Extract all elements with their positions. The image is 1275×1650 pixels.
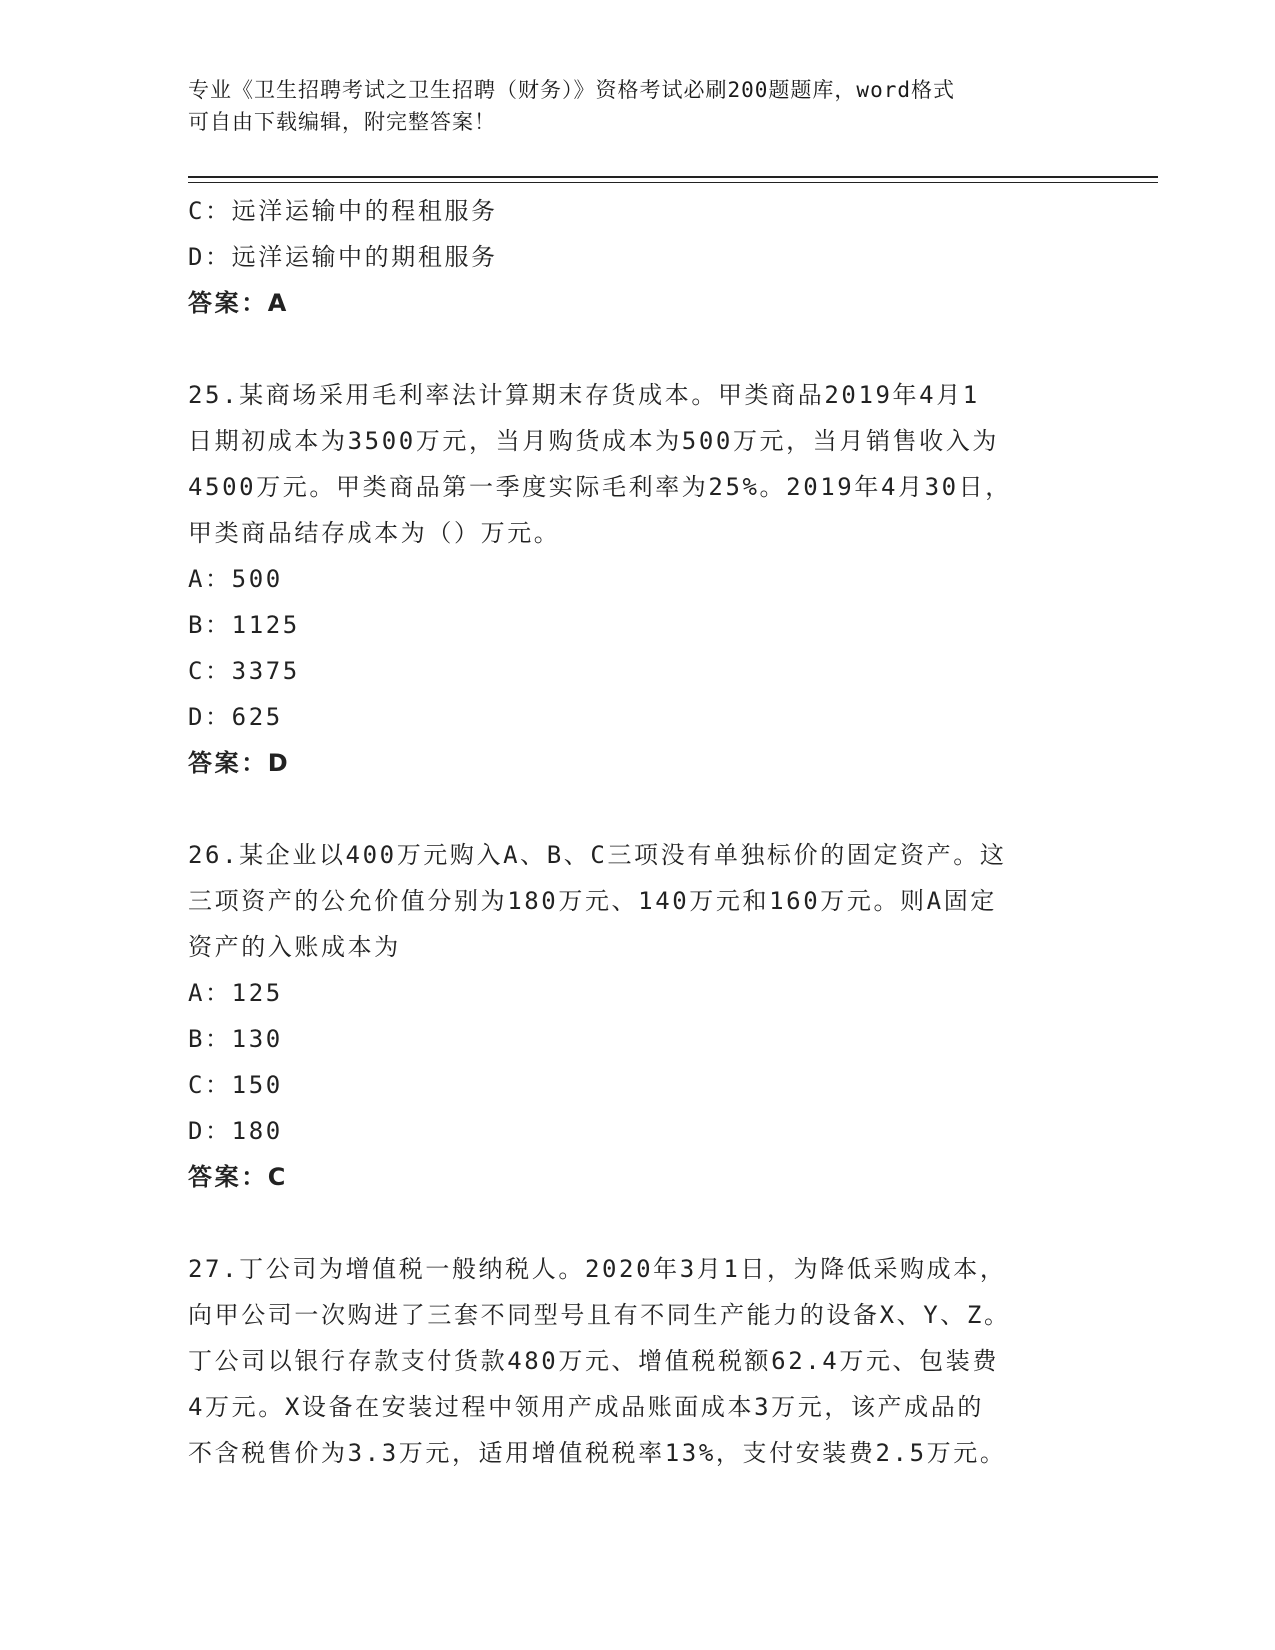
question-25-option-a: A：500 (188, 565, 283, 593)
question-26-line: 三项资产的公允价值分别为180万元、140万元和160万元。则A固定 (188, 887, 997, 915)
spacer (188, 1200, 1088, 1246)
question-25-option-b: B：1125 (188, 611, 300, 639)
question-26 (188, 832, 1088, 1200)
prev-answer: 答案：A (188, 289, 289, 317)
question-25-line: 甲类商品结存成本为（）万元。 (188, 519, 561, 547)
question-26-option-b: B：130 (188, 1025, 283, 1053)
document-body (188, 188, 1088, 1476)
question-27-line: 向甲公司一次购进了三套不同型号且有不同生产能力的设备X、Y、Z。 (188, 1301, 1011, 1329)
question-25-answer: 答案：D (188, 749, 291, 777)
question-25-line: 4500万元。甲类商品第一季度实际毛利率为25%。2019年4月30日， (188, 473, 1012, 501)
header-divider-thick (188, 176, 1158, 178)
spacer (188, 326, 1088, 372)
header-line-1: 专业《卫生招聘考试之卫生招聘（财务）》资格考试必刷200题题库，word格式 (188, 78, 955, 102)
spacer (188, 786, 1088, 832)
question-26-option-d: D：180 (188, 1117, 283, 1145)
question-27 (188, 1246, 1088, 1476)
question-26-line: 26.某企业以400万元购入A、B、C三项没有单独标价的固定资产。这 (188, 841, 1007, 869)
document-header (188, 74, 1068, 138)
question-27-line: 不含税售价为3.3万元，适用增值税税率13%，支付安装费2.5万元。 (188, 1439, 1007, 1467)
question-26-option-a: A：125 (188, 979, 283, 1007)
question-25-line: 25.某商场采用毛利率法计算期末存货成本。甲类商品2019年4月1 (188, 381, 980, 409)
header-divider-thin (188, 182, 1158, 183)
question-25-option-d: D：625 (188, 703, 283, 731)
question-25-line: 日期初成本为3500万元，当月购货成本为500万元，当月销售收入为 (188, 427, 999, 455)
question-25-option-c: C：3375 (188, 657, 300, 685)
question-26-line: 资产的入账成本为 (188, 933, 401, 961)
question-25 (188, 372, 1088, 786)
question-27-line: 4万元。X设备在安装过程中领用产成品账面成本3万元，该产成品的 (188, 1393, 984, 1421)
question-26-answer: 答案：C (188, 1163, 289, 1191)
question-27-line: 27.丁公司为增值税一般纳税人。2020年3月1日，为降低采购成本， (188, 1255, 1007, 1283)
prev-option-d: D：远洋运输中的期租服务 (188, 243, 498, 271)
question-26-option-c: C：150 (188, 1071, 283, 1099)
header-line-2: 可自由下载编辑，附完整答案！ (188, 110, 496, 134)
prev-option-c: C：远洋运输中的程租服务 (188, 197, 498, 225)
question-27-line: 丁公司以银行存款支付货款480万元、增值税税额62.4万元、包装费 (188, 1347, 999, 1375)
